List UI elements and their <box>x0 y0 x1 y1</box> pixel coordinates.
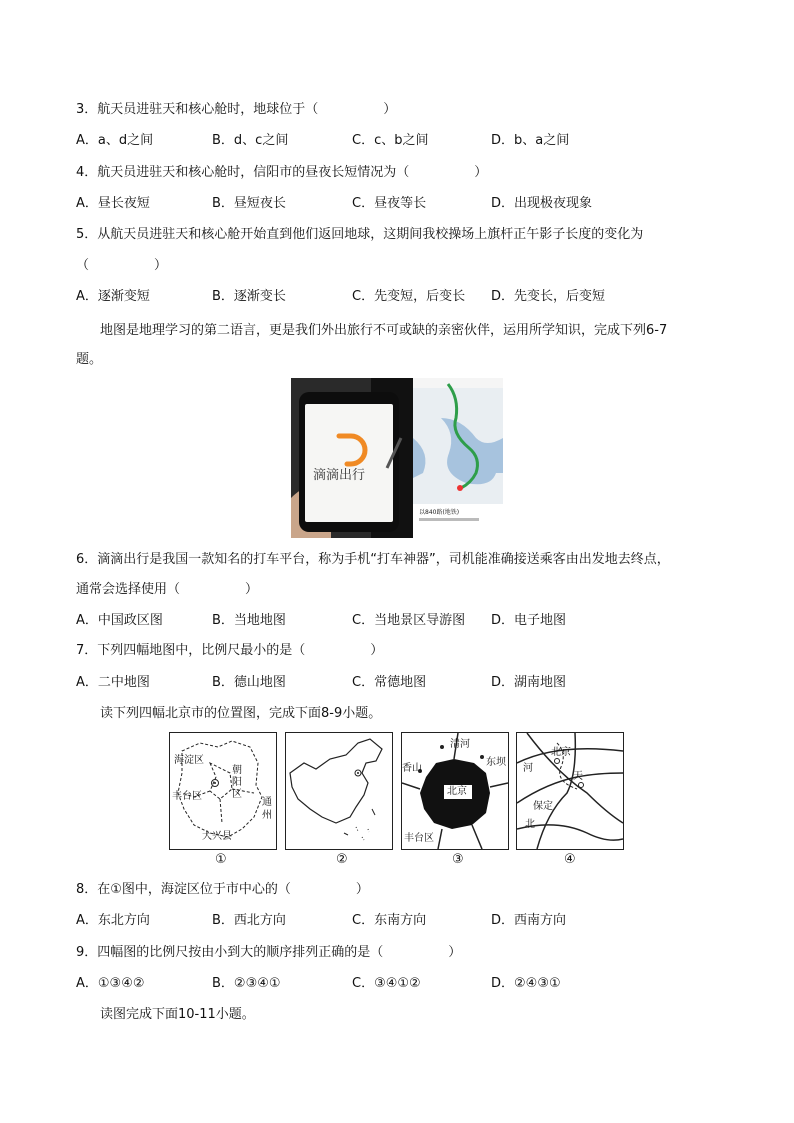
question-7-stem: 7．下列四幅地图中，比例尺最小的是（ ） <box>76 643 384 658</box>
map-3-number: ③ <box>452 852 464 867</box>
beijing-map-1 <box>169 732 277 850</box>
map-4-number: ④ <box>564 852 576 867</box>
question-9-stem: 9．四幅图的比例尺按由小到大的顺序排列正确的是（ ） <box>76 945 462 960</box>
map-2-number: ② <box>336 852 348 867</box>
question-3-option-a[interactable]: A．a、d之间 <box>76 133 154 148</box>
question-5-stem-cont: （ ） <box>76 258 168 273</box>
label-he: 河 <box>523 763 533 774</box>
china-outline-icon <box>286 733 392 849</box>
beijing-map-4 <box>516 732 624 850</box>
label-baoding: 保定 <box>533 801 553 812</box>
label-beijing-4: 北京 <box>551 747 571 758</box>
question-5-option-a[interactable]: A．逐渐变短 <box>76 289 150 304</box>
label-fengtai: 丰台区 <box>172 791 202 802</box>
question-5-stem: 5．从航天员进驻天和核心舱开始直到他们返回地球，这期间我校操场上旗杆正午影子长度的变化为 <box>76 227 644 242</box>
question-5-option-b[interactable]: B．逐渐变长 <box>212 289 286 304</box>
label-qu: 区 <box>232 789 242 800</box>
question-4-option-a[interactable]: A．昼长夜短 <box>76 196 150 211</box>
label-qinghe: 清河 <box>450 739 470 750</box>
question-8-option-b[interactable]: B．西北方向 <box>212 913 286 928</box>
question-5-option-d[interactable]: D．先变长，后变短 <box>491 289 606 304</box>
question-4-option-d[interactable]: D．出现极夜现象 <box>491 196 593 211</box>
question-6-option-c[interactable]: C．当地景区导游图 <box>352 613 466 628</box>
question-8-stem: 8．在①图中，海淀区位于市中心的（ ） <box>76 882 369 897</box>
map-intro-line-2: 题。 <box>76 352 103 367</box>
question-6-stem-cont: 通常会选择使用（ ） <box>76 582 259 597</box>
question-5-option-c[interactable]: C．先变短，后变长 <box>352 289 466 304</box>
question-7-option-c[interactable]: C．常德地图 <box>352 675 427 690</box>
next-intro: 读图完成下面10-11小题。 <box>100 1007 255 1022</box>
question-4-stem: 4．航天员进驻天和核心舱时，信阳市的昼夜长短情况为（ ） <box>76 165 488 180</box>
question-6-stem: 6．滴滴出行是我国一款知名的打车平台，称为手机“打车神器”，司机能准确接送乘客由出发地去终点， <box>76 552 670 567</box>
label-bei: 北 <box>525 819 535 830</box>
label-chao: 朝 <box>232 765 242 776</box>
label-zhou: 州 <box>262 810 272 821</box>
map-1-number: ① <box>215 852 227 867</box>
didi-phone-figure <box>291 378 503 538</box>
route-caption: 以840路(地铁) <box>419 509 460 516</box>
question-3-option-d[interactable]: D．b、a之间 <box>491 133 570 148</box>
label-xiangshan: 香山 <box>402 763 422 774</box>
label-yang: 阳 <box>232 777 242 788</box>
question-7-option-d[interactable]: D．湖南地图 <box>491 675 567 690</box>
question-6-option-d[interactable]: D．电子地图 <box>491 613 567 628</box>
question-7-option-a[interactable]: A．二中地图 <box>76 675 150 690</box>
map-intro-line-1: 地图是地理学习的第二语言，更是我们外出旅行不可或缺的亲密伙伴，运用所学知识，完成下列6-7 <box>100 323 668 338</box>
question-8-option-d[interactable]: D．西南方向 <box>491 913 567 928</box>
beijing-intro: 读下列四幅北京市的位置图，完成下面8-9小题。 <box>100 706 382 721</box>
label-haidian: 海淀区 <box>174 755 204 766</box>
label-beijing: 北京 <box>447 786 467 797</box>
label-daxing: 大兴县 <box>202 831 232 842</box>
beijing-map-3 <box>401 732 509 850</box>
label-tian: 天 <box>573 771 583 782</box>
question-6-option-a[interactable]: A．中国政区图 <box>76 613 163 628</box>
question-4-option-b[interactable]: B．昼短夜长 <box>212 196 286 211</box>
question-3-option-c[interactable]: C．c、b之间 <box>352 133 429 148</box>
question-3-option-b[interactable]: B．d、c之间 <box>212 133 289 148</box>
label-dongba: 东坝 <box>486 757 506 768</box>
label-fengtai-3: 丰台区 <box>404 833 434 844</box>
question-3-stem: 3．航天员进驻天和核心舱时，地球位于（ ） <box>76 102 397 117</box>
question-9-option-d[interactable]: D．②④③① <box>491 976 561 991</box>
question-9-option-a[interactable]: A．①③④② <box>76 976 145 991</box>
question-7-option-b[interactable]: B．德山地图 <box>212 675 286 690</box>
question-9-option-b[interactable]: B．②③④① <box>212 976 281 991</box>
phone-photo-illustration <box>291 378 503 538</box>
question-6-option-b[interactable]: B．当地地图 <box>212 613 286 628</box>
question-4-option-c[interactable]: C．昼夜等长 <box>352 196 427 211</box>
didi-app-name: 滴滴出行 <box>313 468 366 483</box>
question-9-option-c[interactable]: C．③④①② <box>352 976 421 991</box>
label-tong: 通 <box>262 797 272 808</box>
beijing-map-2 <box>285 732 393 850</box>
question-8-option-a[interactable]: A．东北方向 <box>76 913 150 928</box>
question-8-option-c[interactable]: C．东南方向 <box>352 913 427 928</box>
